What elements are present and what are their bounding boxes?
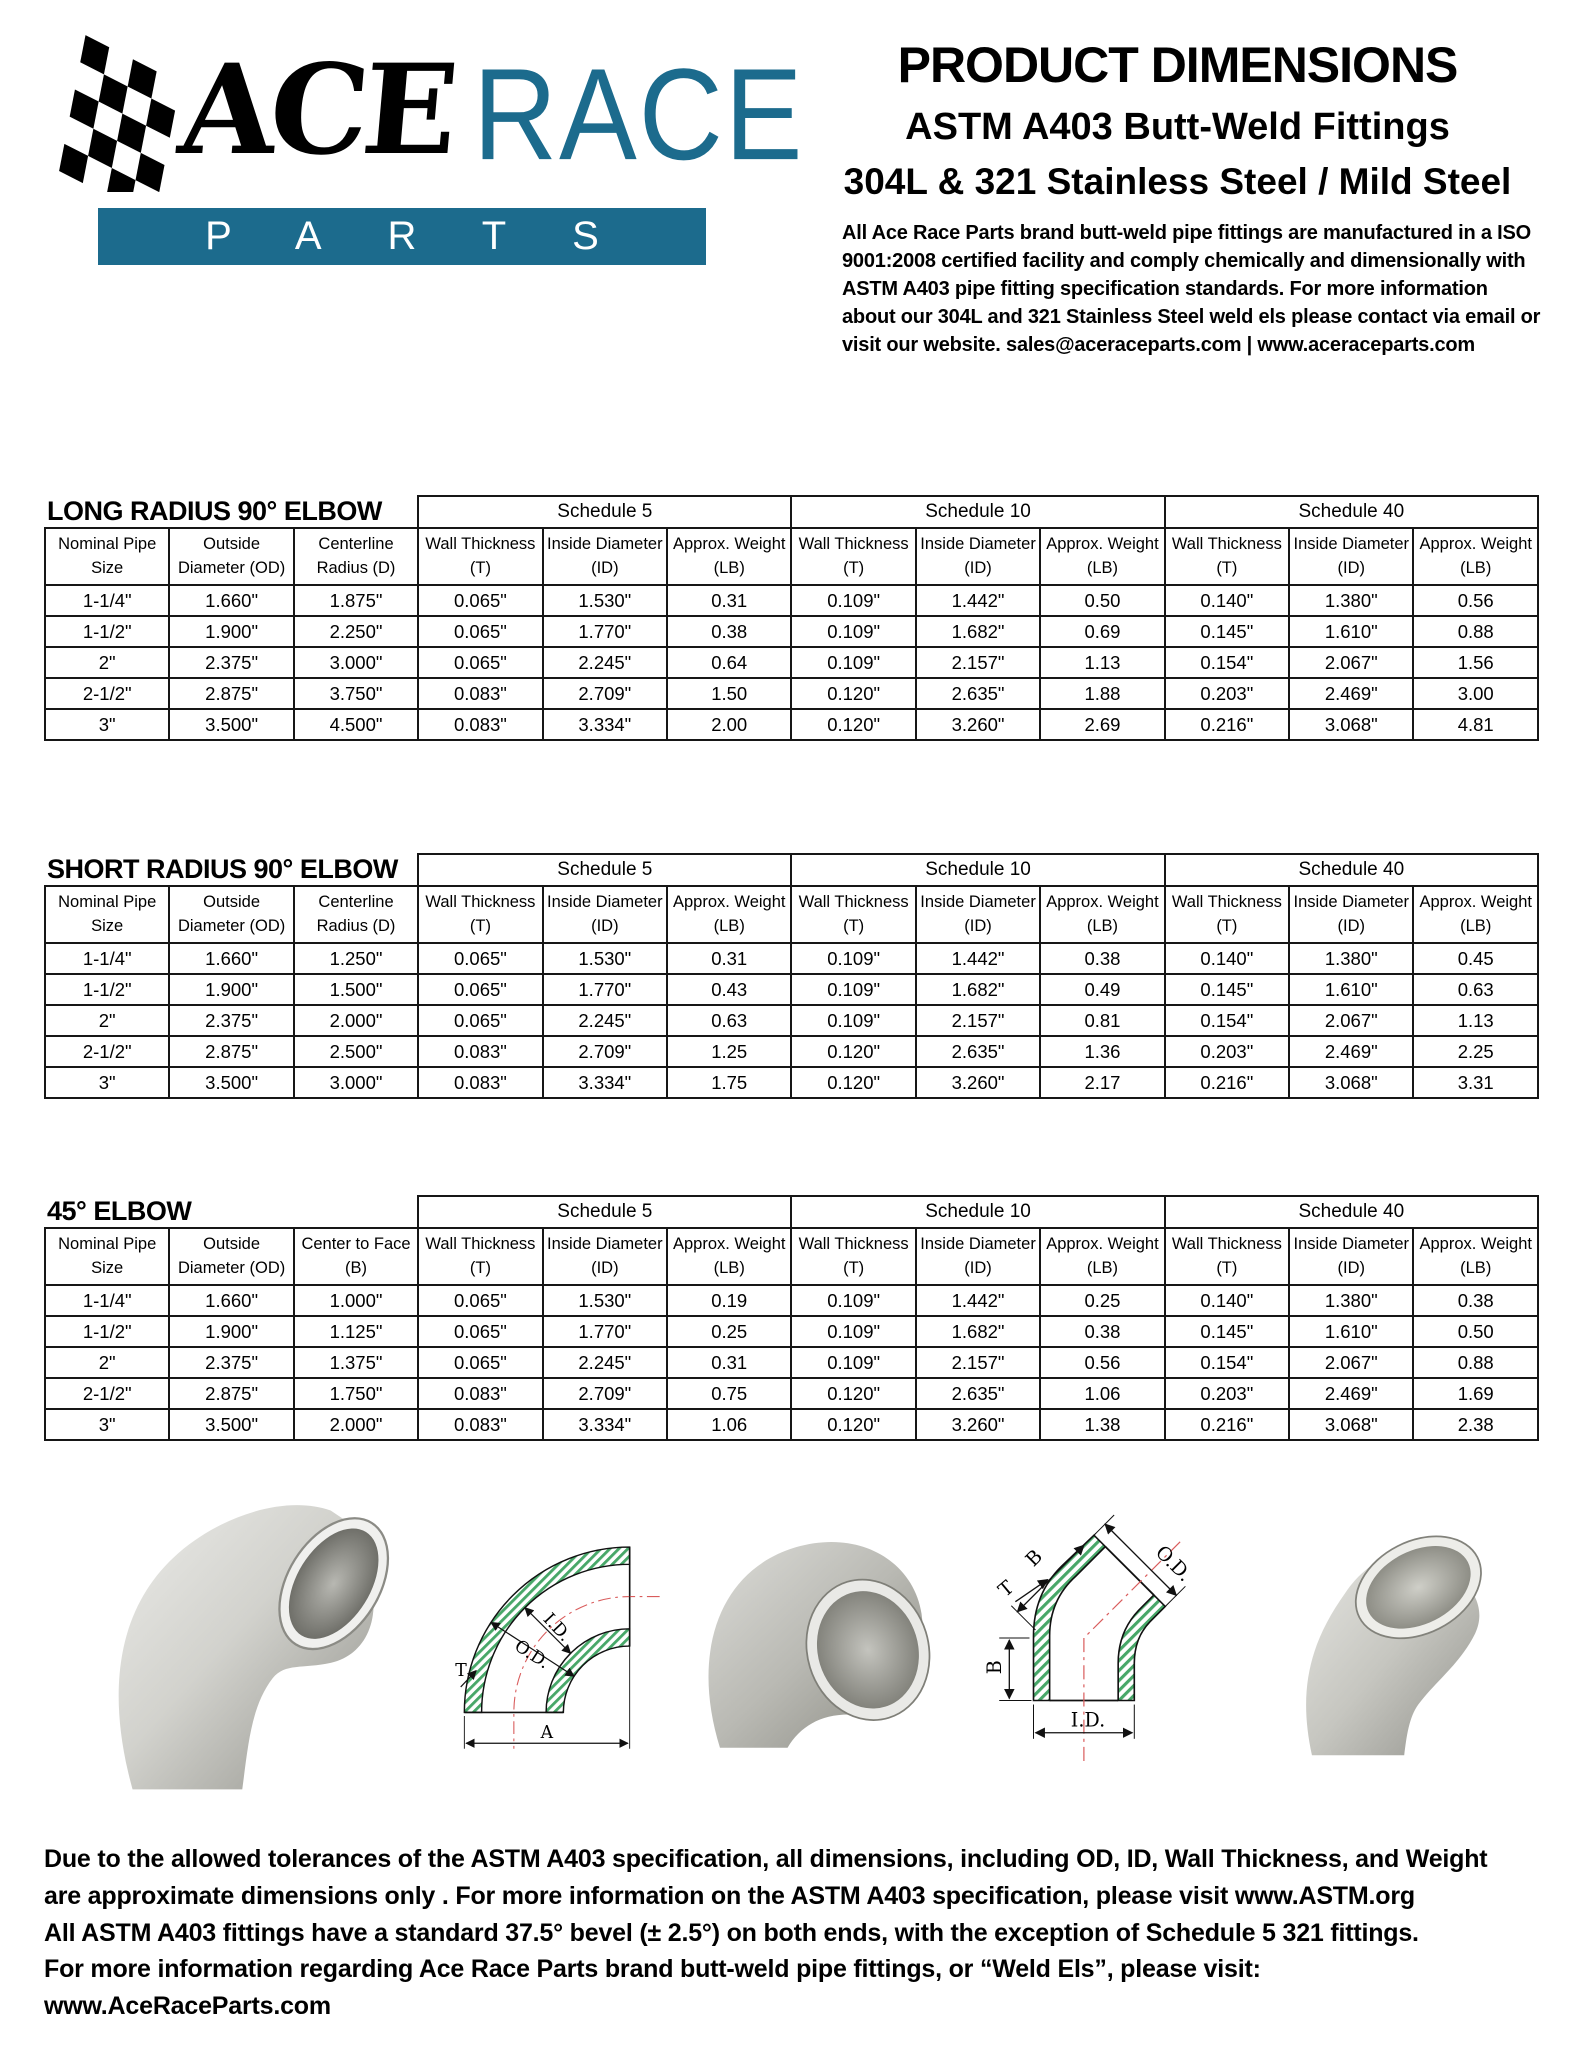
- table-cell: 0.065": [418, 647, 542, 678]
- table-cell: 3.068": [1289, 709, 1413, 740]
- column-header: Inside Diameter (ID): [1289, 528, 1413, 585]
- footer-line: are approximate dimensions only . For more information on the ASTM A403 specification, please visit www.ASTM.org: [44, 1881, 1415, 1910]
- table-cell: 0.065": [418, 585, 542, 616]
- id-dimension-label: I.D.: [539, 1609, 575, 1646]
- column-header: Inside Diameter (ID): [543, 528, 667, 585]
- column-header: Approx. Weight (LB): [1040, 1228, 1164, 1285]
- table-cell: 1.750": [294, 1378, 418, 1409]
- title-block: [772, 30, 1543, 359]
- table-cell: 1.682": [916, 616, 1040, 647]
- table-cell: 0.88: [1413, 1347, 1538, 1378]
- table-cell: 1.530": [543, 585, 667, 616]
- table-cell: 0.120": [791, 1067, 915, 1098]
- table-cell: 1-1/2": [45, 1316, 169, 1347]
- table-cell: 1.88: [1040, 678, 1164, 709]
- table-cell: 0.065": [418, 974, 542, 1005]
- column-header: Inside Diameter (ID): [1289, 1228, 1413, 1285]
- elbow-photo-45: [1241, 1487, 1513, 1787]
- table-cell: 1-1/2": [45, 616, 169, 647]
- table-cell: 3.750": [294, 678, 418, 709]
- table-cell: 1.900": [169, 616, 293, 647]
- elbow-diagram-45: [971, 1506, 1223, 1768]
- column-header: Inside Diameter (ID): [916, 528, 1040, 585]
- schedule-group-row: [45, 1196, 1538, 1228]
- table-cell: 3.068": [1289, 1409, 1413, 1440]
- table-cell: 0.145": [1165, 616, 1289, 647]
- table-cell: 0.75: [667, 1378, 791, 1409]
- table-cell: 0.065": [418, 616, 542, 647]
- column-header: Outside Diameter (OD): [169, 886, 293, 943]
- schedule-group-header: Schedule 10: [791, 1196, 1164, 1228]
- table-cell: 1.442": [916, 1285, 1040, 1316]
- table-cell: 0.203": [1165, 1036, 1289, 1067]
- table-cell: 1-1/4": [45, 1285, 169, 1316]
- elbow-diagram-90: [448, 1506, 666, 1768]
- table-cell: 2.245": [543, 1005, 667, 1036]
- table-cell: 2.067": [1289, 1347, 1413, 1378]
- table-cell: 2.875": [169, 678, 293, 709]
- table-cell: 2.067": [1289, 647, 1413, 678]
- page-title: PRODUCT DIMENSIONS: [897, 37, 1458, 93]
- table-cell: 1.442": [916, 943, 1040, 974]
- table-cell: 2.067": [1289, 1005, 1413, 1036]
- intro-paragraph: All Ace Race Parts brand butt-weld pipe fittings are manufactured in a ISO 9001:2008 certified facility and comply chemically and dimensionally with ASTM A403 pipe fitting specification standards. For more information about our 304L and 321 Stainless Steel weld els please contact via email or visit our website. sales@aceraceparts.com | www.aceraceparts.com: [842, 222, 1541, 356]
- column-header: Wall Thickness (T): [1165, 528, 1289, 585]
- table-cell: 1.13: [1040, 647, 1164, 678]
- table-cell: 2.245": [543, 647, 667, 678]
- table-cell: 1.380": [1289, 943, 1413, 974]
- table-cell: 1-1/4": [45, 585, 169, 616]
- table-cell: 0.56: [1040, 1347, 1164, 1378]
- table-cell: 2": [45, 647, 169, 678]
- table-cell: 2.25: [1413, 1036, 1538, 1067]
- ace-race-parts-logo: [52, 30, 805, 359]
- table-cell: 2.157": [916, 1347, 1040, 1378]
- table-cell: 1.875": [294, 585, 418, 616]
- table-cell: 2.157": [916, 1005, 1040, 1036]
- table-cell: 0.69: [1040, 616, 1164, 647]
- table-cell: 0.065": [418, 1005, 542, 1036]
- table-cell: 0.63: [667, 1005, 791, 1036]
- table-title: SHORT RADIUS 90° ELBOW: [47, 854, 398, 884]
- logo-parts-bar: [98, 208, 706, 265]
- table-row: [45, 585, 1538, 616]
- table-cell: 0.140": [1165, 1285, 1289, 1316]
- schedule-group-header: Schedule 40: [1165, 1196, 1538, 1228]
- column-header: Wall Thickness (T): [791, 528, 915, 585]
- table-cell: 1.770": [543, 974, 667, 1005]
- table-row: [45, 1409, 1538, 1440]
- table-cell: 0.083": [418, 709, 542, 740]
- table-row: [45, 974, 1538, 1005]
- table-cell: 1.900": [169, 1316, 293, 1347]
- table-cell: 1.660": [169, 585, 293, 616]
- table-title: 45° ELBOW: [47, 1196, 192, 1226]
- column-header: Inside Diameter (ID): [1289, 886, 1413, 943]
- table-cell: 2.375": [169, 1005, 293, 1036]
- table-cell: 2.000": [294, 1409, 418, 1440]
- table-cell: 0.154": [1165, 1347, 1289, 1378]
- table-cell: 0.203": [1165, 1378, 1289, 1409]
- b-top-dimension-label: B: [1020, 1544, 1047, 1571]
- table-cell: 2.469": [1289, 1036, 1413, 1067]
- table-cell: 1-1/4": [45, 943, 169, 974]
- table-cell: 1.770": [543, 616, 667, 647]
- column-header: Wall Thickness (T): [1165, 1228, 1289, 1285]
- footer-line: All ASTM A403 fittings have a standard 37.5° bevel (± 2.5°) on both ends, with the exception of Schedule 5 321 fittings.: [44, 1918, 1419, 1947]
- table-cell: 1.610": [1289, 616, 1413, 647]
- od-dimension-label: O.D.: [510, 1636, 554, 1674]
- table-cell: 0.38: [667, 616, 791, 647]
- table-row: [45, 1036, 1538, 1067]
- table-cell: 3.260": [916, 709, 1040, 740]
- table-cell: 0.49: [1040, 974, 1164, 1005]
- table-cell: 2.635": [916, 1036, 1040, 1067]
- schedule-group-header: Schedule 5: [418, 1196, 791, 1228]
- table-cell: 0.45: [1413, 943, 1538, 974]
- table-cell: 0.19: [667, 1285, 791, 1316]
- column-header: Centerline Radius (D): [294, 528, 418, 585]
- table-cell: 2": [45, 1005, 169, 1036]
- footer-line: For more information regarding Ace Race Parts brand butt-weld pipe fittings, or “Weld Els”, please visit: www.AceRaceParts.com: [44, 1955, 1261, 2020]
- table-cell: 3.000": [294, 1067, 418, 1098]
- table-cell: 0.083": [418, 1067, 542, 1098]
- table-row: [45, 709, 1538, 740]
- table-cell: 1.56: [1413, 647, 1538, 678]
- table-cell: 3.00: [1413, 678, 1538, 709]
- logo-ace-text: ACE: [173, 38, 458, 183]
- table-row: [45, 1067, 1538, 1098]
- table-cell: 0.81: [1040, 1005, 1164, 1036]
- table-cell: 0.64: [667, 647, 791, 678]
- elbow-photo-90-short-radius: [685, 1487, 953, 1787]
- table-cell: 1.530": [543, 943, 667, 974]
- table-cell: 0.120": [791, 678, 915, 709]
- column-header: Nominal Pipe Size: [45, 528, 169, 585]
- table-cell: 0.120": [791, 1409, 915, 1440]
- table-cell: 1.530": [543, 1285, 667, 1316]
- table-cell: 2-1/2": [45, 678, 169, 709]
- table-cell: 0.083": [418, 678, 542, 709]
- table-cell: 1.610": [1289, 1316, 1413, 1347]
- table-cell: 1.610": [1289, 974, 1413, 1005]
- t-dimension-label: T: [455, 1661, 468, 1682]
- table-cell: 3.334": [543, 1409, 667, 1440]
- table-cell: 1.125": [294, 1316, 418, 1347]
- table-cell: 0.56: [1413, 585, 1538, 616]
- column-header-row: [45, 528, 1538, 585]
- column-header: Outside Diameter (OD): [169, 528, 293, 585]
- table-cell: 0.065": [418, 943, 542, 974]
- table-cell: 0.203": [1165, 678, 1289, 709]
- extension-line: [1165, 1586, 1185, 1606]
- column-header: Approx. Weight (LB): [1413, 886, 1538, 943]
- table-row: [45, 943, 1538, 974]
- table-cell: 0.109": [791, 647, 915, 678]
- elbow-photo-90-long-radius: [85, 1477, 430, 1797]
- table-cell: 0.38: [1040, 1316, 1164, 1347]
- table-cell: 2": [45, 1347, 169, 1378]
- table-row: [45, 1285, 1538, 1316]
- table-cell: 2.250": [294, 616, 418, 647]
- table-cell: 0.109": [791, 943, 915, 974]
- column-header: Outside Diameter (OD): [169, 1228, 293, 1285]
- table-cell: 2.38: [1413, 1409, 1538, 1440]
- od-dimension-label: O.D.: [1150, 1540, 1197, 1587]
- column-header: Approx. Weight (LB): [667, 1228, 791, 1285]
- table-cell: 0.083": [418, 1409, 542, 1440]
- column-header: Center to Face (B): [294, 1228, 418, 1285]
- schedule-group-header: Schedule 10: [791, 496, 1164, 528]
- table-cell: 3": [45, 1067, 169, 1098]
- table-cell: 0.120": [791, 1036, 915, 1067]
- column-header: Inside Diameter (ID): [543, 886, 667, 943]
- table-cell: 1.900": [169, 974, 293, 1005]
- column-header: Centerline Radius (D): [294, 886, 418, 943]
- table-row: [45, 1005, 1538, 1036]
- table-cell: 0.109": [791, 616, 915, 647]
- column-header: Wall Thickness (T): [791, 886, 915, 943]
- table-cell: 1.380": [1289, 1285, 1413, 1316]
- table-cell: 0.216": [1165, 1409, 1289, 1440]
- table-cell: 1.380": [1289, 585, 1413, 616]
- table-cell: 1-1/2": [45, 974, 169, 1005]
- table-cell: 4.500": [294, 709, 418, 740]
- table-cell: 2.469": [1289, 1378, 1413, 1409]
- table-section-long-radius-90-elbow: [44, 495, 1539, 741]
- table-cell: 3.000": [294, 647, 418, 678]
- table-cell: 0.145": [1165, 1316, 1289, 1347]
- column-header: Inside Diameter (ID): [916, 1228, 1040, 1285]
- table-row: [45, 678, 1538, 709]
- table-cell: 0.50: [1413, 1316, 1538, 1347]
- table-cell: 2.875": [169, 1378, 293, 1409]
- a-dimension-label: A: [540, 1722, 554, 1743]
- table-cell: 2.500": [294, 1036, 418, 1067]
- table-row: [45, 647, 1538, 678]
- b-left-dimension-label: B: [982, 1660, 1006, 1675]
- table-cell: 1.75: [667, 1067, 791, 1098]
- table-cell: 0.154": [1165, 1005, 1289, 1036]
- footer-line: Due to the allowed tolerances of the ASTM A403 specification, all dimensions, including OD, ID, Wall Thickness, and Weight: [44, 1845, 1488, 1873]
- column-header: Approx. Weight (LB): [1040, 886, 1164, 943]
- table-cell: 0.065": [418, 1316, 542, 1347]
- checkered-flag-icon: [52, 32, 190, 192]
- table-cell: 2.157": [916, 647, 1040, 678]
- table-cell: 2.635": [916, 678, 1040, 709]
- t-dimension-label: T: [993, 1575, 1019, 1602]
- page-subtitle-1: ASTM A403 Butt-Weld Fittings: [905, 106, 1450, 148]
- table-cell: 1.660": [169, 943, 293, 974]
- short-radius-90-elbow-table: [44, 853, 1539, 1099]
- inner-wall-section: [1118, 1595, 1165, 1700]
- logo-race-text: RACE: [473, 42, 805, 188]
- table-section-short-radius-90-elbow: [44, 853, 1539, 1099]
- column-header: Approx. Weight (LB): [1413, 1228, 1538, 1285]
- table-cell: 0.88: [1413, 616, 1538, 647]
- column-header: Inside Diameter (ID): [916, 886, 1040, 943]
- table-cell: 0.140": [1165, 943, 1289, 974]
- table-cell: 2.709": [543, 1036, 667, 1067]
- table-cell: 1.682": [916, 1316, 1040, 1347]
- table-cell: 3.500": [169, 1409, 293, 1440]
- table-cell: 1.770": [543, 1316, 667, 1347]
- pipe-centerline: [514, 1597, 660, 1749]
- schedule-group-header: Schedule 5: [418, 854, 791, 886]
- column-header: Approx. Weight (LB): [667, 528, 791, 585]
- table-cell: 2-1/2": [45, 1378, 169, 1409]
- table-cell: 2.709": [543, 1378, 667, 1409]
- page-subtitle-2: 304L & 321 Stainless Steel / Mild Steel: [843, 161, 1512, 202]
- table-cell: 0.31: [667, 585, 791, 616]
- column-header: Nominal Pipe Size: [45, 886, 169, 943]
- column-header: Wall Thickness (T): [791, 1228, 915, 1285]
- table-cell: 0.145": [1165, 974, 1289, 1005]
- table-row: [45, 1347, 1538, 1378]
- column-header: Approx. Weight (LB): [1040, 528, 1164, 585]
- table-cell: 0.31: [667, 1347, 791, 1378]
- table-cell: 0.109": [791, 1316, 915, 1347]
- table-cell: 0.065": [418, 1347, 542, 1378]
- table-cell: 0.065": [418, 1285, 542, 1316]
- table-cell: 0.109": [791, 1005, 915, 1036]
- column-header: Approx. Weight (LB): [1413, 528, 1538, 585]
- long-radius-90-elbow-table: [44, 495, 1539, 741]
- table-cell: 3": [45, 1409, 169, 1440]
- end-face: [1105, 1547, 1153, 1595]
- table-cell: 0.083": [418, 1036, 542, 1067]
- table-cell: 0.63: [1413, 974, 1538, 1005]
- table-row: [45, 1316, 1538, 1347]
- table-cell: 0.50: [1040, 585, 1164, 616]
- table-cell: 1.375": [294, 1347, 418, 1378]
- table-cell: 2.709": [543, 678, 667, 709]
- table-cell: 0.216": [1165, 1067, 1289, 1098]
- table-cell: 0.109": [791, 974, 915, 1005]
- table-cell: 2.375": [169, 1347, 293, 1378]
- table-cell: 0.25: [667, 1316, 791, 1347]
- table-cell: 0.25: [1040, 1285, 1164, 1316]
- column-header: Inside Diameter (ID): [543, 1228, 667, 1285]
- table-cell: 0.109": [791, 585, 915, 616]
- table-cell: 1.682": [916, 974, 1040, 1005]
- table-cell: 3.334": [543, 1067, 667, 1098]
- table-cell: 2.69: [1040, 709, 1164, 740]
- table-cell: 1.250": [294, 943, 418, 974]
- table-cell: 2.17: [1040, 1067, 1164, 1098]
- table-cell: 1.442": [916, 585, 1040, 616]
- column-header: Wall Thickness (T): [418, 886, 542, 943]
- table-cell: 3.068": [1289, 1067, 1413, 1098]
- table-cell: 2.875": [169, 1036, 293, 1067]
- table-cell: 2.00: [667, 709, 791, 740]
- column-header: Wall Thickness (T): [418, 1228, 542, 1285]
- table-cell: 3.334": [543, 709, 667, 740]
- logo-parts-text: PARTS: [205, 214, 665, 258]
- schedule-group-header: Schedule 40: [1165, 496, 1538, 528]
- table-cell: 2.245": [543, 1347, 667, 1378]
- table-title: LONG RADIUS 90° ELBOW: [47, 496, 382, 526]
- schedule-group-header: Schedule 5: [418, 496, 791, 528]
- table-cell: 2.635": [916, 1378, 1040, 1409]
- schedule-group-header: Schedule 10: [791, 854, 1164, 886]
- header: [0, 0, 1583, 359]
- table-cell: 1.06: [1040, 1378, 1164, 1409]
- id-dimension-label: I.D.: [1070, 1708, 1105, 1732]
- column-header: Wall Thickness (T): [418, 528, 542, 585]
- table-cell: 1.25: [667, 1036, 791, 1067]
- column-header-row: [45, 1228, 1538, 1285]
- extension-line: [1011, 1606, 1035, 1630]
- column-header-row: [45, 886, 1538, 943]
- table-cell: 0.120": [791, 709, 915, 740]
- column-header: Nominal Pipe Size: [45, 1228, 169, 1285]
- table-cell: 1.06: [667, 1409, 791, 1440]
- table-cell: 0.083": [418, 1378, 542, 1409]
- column-header: Wall Thickness (T): [1165, 886, 1289, 943]
- table-cell: 2.000": [294, 1005, 418, 1036]
- extension-line: [1094, 1515, 1114, 1535]
- table-cell: 1.36: [1040, 1036, 1164, 1067]
- table-cell: 0.38: [1040, 943, 1164, 974]
- table-cell: 0.140": [1165, 585, 1289, 616]
- footer-notes: [44, 1841, 1539, 2025]
- table-cell: 0.109": [791, 1285, 915, 1316]
- table-cell: 0.120": [791, 1378, 915, 1409]
- table-cell: 0.43: [667, 974, 791, 1005]
- table-cell: 3.31: [1413, 1067, 1538, 1098]
- table-section-45-elbow: [44, 1195, 1539, 1441]
- table-cell: 2-1/2": [45, 1036, 169, 1067]
- table-cell: 1.38: [1040, 1409, 1164, 1440]
- table-cell: 3.500": [169, 1067, 293, 1098]
- table-cell: 0.38: [1413, 1285, 1538, 1316]
- figures-row: [85, 1477, 1513, 1797]
- table-cell: 1.660": [169, 1285, 293, 1316]
- table-cell: 0.216": [1165, 709, 1289, 740]
- schedule-group-header: Schedule 40: [1165, 854, 1538, 886]
- table-cell: 1.50: [667, 678, 791, 709]
- table-row: [45, 616, 1538, 647]
- table-row: [45, 1378, 1538, 1409]
- table-cell: 1.500": [294, 974, 418, 1005]
- table-cell: 3.500": [169, 709, 293, 740]
- table-cell: 3.260": [916, 1067, 1040, 1098]
- table-cell: 3.260": [916, 1409, 1040, 1440]
- table-cell: 2.469": [1289, 678, 1413, 709]
- table-cell: 0.31: [667, 943, 791, 974]
- table-cell: 2.375": [169, 647, 293, 678]
- column-header: Approx. Weight (LB): [667, 886, 791, 943]
- table-cell: 1.13: [1413, 1005, 1538, 1036]
- table-cell: 1.000": [294, 1285, 418, 1316]
- 45-elbow-table: [44, 1195, 1539, 1441]
- table-cell: 0.109": [791, 1347, 915, 1378]
- table-cell: 0.154": [1165, 647, 1289, 678]
- table-cell: 4.81: [1413, 709, 1538, 740]
- table-cell: 3": [45, 709, 169, 740]
- table-cell: 1.69: [1413, 1378, 1538, 1409]
